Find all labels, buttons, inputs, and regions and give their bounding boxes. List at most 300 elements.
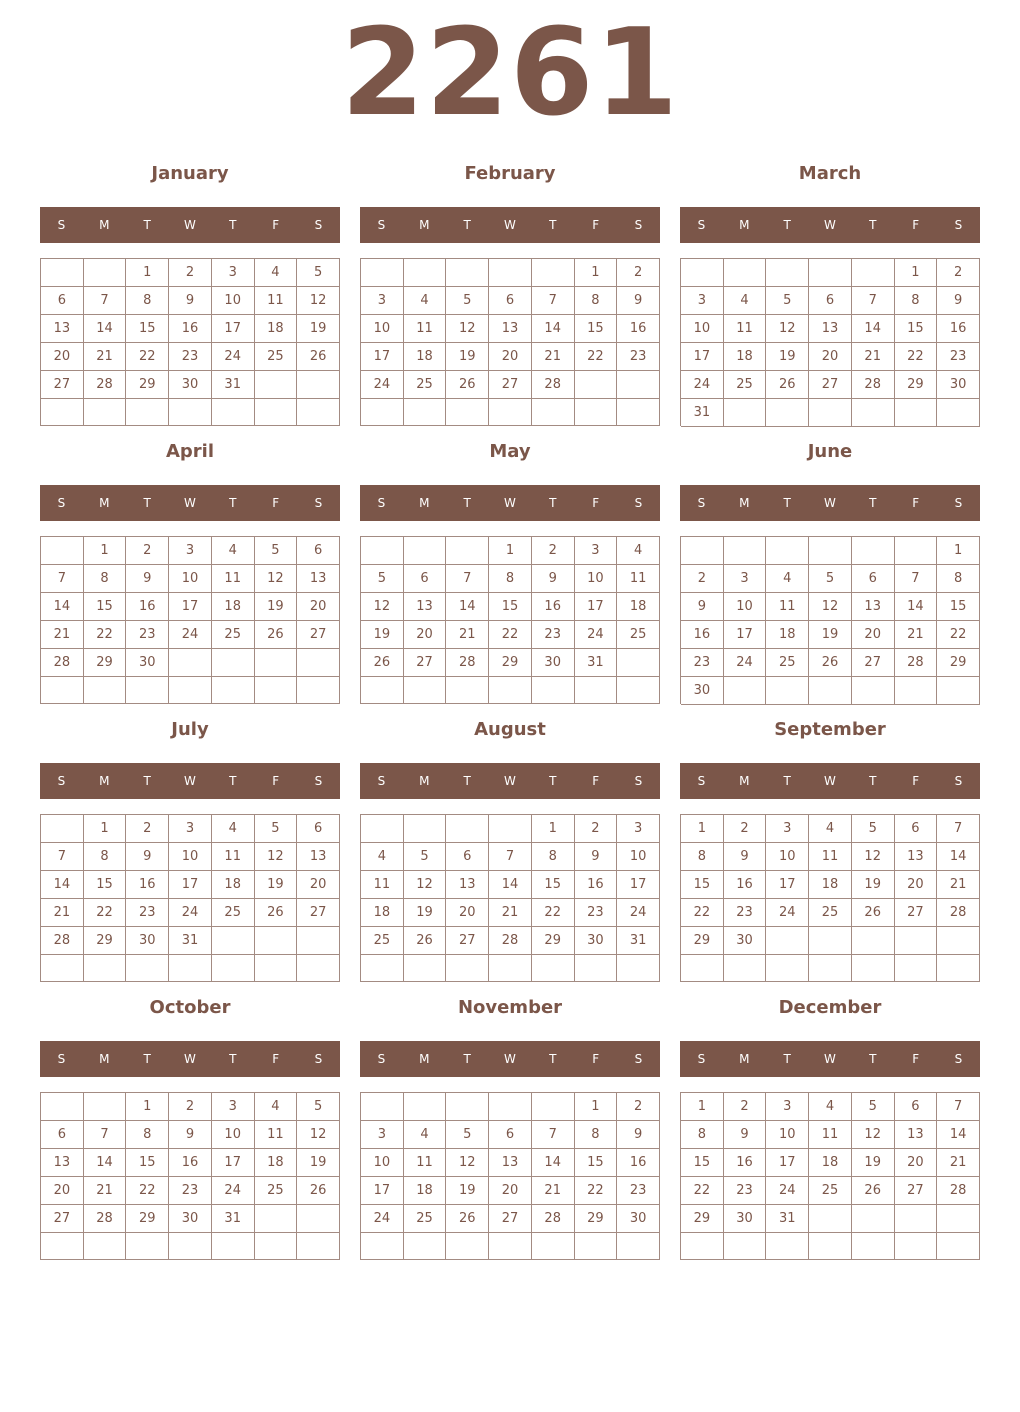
day-cell: 25 bbox=[212, 621, 255, 649]
day-cell: 6 bbox=[852, 565, 895, 593]
day-cell: 29 bbox=[84, 927, 127, 955]
day-cell: 16 bbox=[575, 871, 618, 899]
weekday-label: T bbox=[549, 218, 557, 232]
day-cell: 7 bbox=[489, 843, 532, 871]
day-cell: 31 bbox=[617, 927, 660, 955]
weekday-label: T bbox=[783, 1052, 791, 1066]
empty-day-cell bbox=[809, 1233, 852, 1260]
empty-day-cell bbox=[937, 1205, 980, 1233]
day-cell: 14 bbox=[895, 593, 938, 621]
day-cell: 14 bbox=[489, 871, 532, 899]
weekday-label: F bbox=[912, 218, 920, 232]
empty-day-cell bbox=[809, 955, 852, 982]
day-cell: 2 bbox=[126, 815, 169, 843]
empty-day-cell bbox=[212, 399, 255, 426]
empty-day-cell bbox=[852, 1205, 895, 1233]
day-cell: 3 bbox=[575, 537, 618, 565]
day-cell: 21 bbox=[532, 343, 575, 371]
empty-day-cell bbox=[84, 955, 127, 982]
day-cell: 12 bbox=[297, 287, 340, 315]
day-cell: 28 bbox=[41, 649, 84, 677]
weekday-label: F bbox=[272, 774, 280, 788]
day-cell: 3 bbox=[361, 1121, 404, 1149]
day-cell: 18 bbox=[724, 343, 767, 371]
day-cell: 26 bbox=[446, 1205, 489, 1233]
day-cell: 19 bbox=[297, 315, 340, 343]
empty-day-cell bbox=[126, 399, 169, 426]
day-grid bbox=[680, 1092, 980, 1260]
empty-day-cell bbox=[41, 399, 84, 426]
empty-day-cell bbox=[41, 955, 84, 982]
day-cell: 2 bbox=[126, 537, 169, 565]
weekday-header-bar bbox=[360, 1041, 660, 1077]
weekday-label: M bbox=[419, 496, 430, 510]
day-cell: 7 bbox=[532, 287, 575, 315]
weekday-label: M bbox=[99, 496, 110, 510]
day-cell: 21 bbox=[532, 1177, 575, 1205]
day-cell: 9 bbox=[937, 287, 980, 315]
day-cell: 7 bbox=[895, 565, 938, 593]
day-grid bbox=[40, 536, 340, 704]
day-cell: 4 bbox=[404, 1121, 447, 1149]
day-cell: 11 bbox=[404, 1149, 447, 1177]
day-cell: 25 bbox=[809, 1177, 852, 1205]
day-cell: 22 bbox=[937, 621, 980, 649]
day-cell: 6 bbox=[297, 537, 340, 565]
day-cell: 14 bbox=[532, 1149, 575, 1177]
weekday-label: T bbox=[549, 774, 557, 788]
day-cell: 17 bbox=[361, 343, 404, 371]
day-cell: 29 bbox=[681, 927, 724, 955]
day-cell: 8 bbox=[84, 843, 127, 871]
empty-day-cell bbox=[446, 815, 489, 843]
weekday-label: S bbox=[57, 774, 66, 788]
empty-day-cell bbox=[766, 955, 809, 982]
day-cell: 18 bbox=[361, 899, 404, 927]
day-cell: 10 bbox=[681, 315, 724, 343]
day-cell: 21 bbox=[895, 621, 938, 649]
day-grid bbox=[680, 536, 980, 704]
day-cell: 15 bbox=[126, 315, 169, 343]
empty-day-cell bbox=[404, 399, 447, 426]
month-name: October bbox=[149, 997, 231, 1018]
day-cell: 24 bbox=[766, 899, 809, 927]
weekday-label: T bbox=[869, 774, 877, 788]
day-cell: 21 bbox=[852, 343, 895, 371]
day-cell: 11 bbox=[212, 843, 255, 871]
day-cell: 18 bbox=[212, 593, 255, 621]
day-cell: 16 bbox=[169, 315, 212, 343]
empty-day-cell bbox=[617, 1233, 660, 1260]
empty-day-cell bbox=[84, 1093, 127, 1121]
day-cell: 29 bbox=[575, 1205, 618, 1233]
weekday-header-bar bbox=[40, 485, 340, 521]
empty-day-cell bbox=[617, 649, 660, 677]
day-cell: 20 bbox=[895, 871, 938, 899]
empty-day-cell bbox=[404, 537, 447, 565]
month-december bbox=[680, 996, 980, 1258]
day-cell: 20 bbox=[809, 343, 852, 371]
empty-day-cell bbox=[766, 259, 809, 287]
day-cell: 24 bbox=[169, 621, 212, 649]
empty-day-cell bbox=[852, 259, 895, 287]
empty-day-cell bbox=[895, 399, 938, 427]
day-cell: 26 bbox=[297, 343, 340, 371]
day-cell: 16 bbox=[617, 1149, 660, 1177]
weekday-label: S bbox=[954, 218, 963, 232]
day-cell: 15 bbox=[575, 315, 618, 343]
day-cell: 23 bbox=[681, 649, 724, 677]
day-cell: 26 bbox=[361, 649, 404, 677]
day-cell: 22 bbox=[489, 621, 532, 649]
day-cell: 14 bbox=[84, 315, 127, 343]
day-cell: 11 bbox=[361, 871, 404, 899]
empty-day-cell bbox=[617, 955, 660, 982]
day-cell: 13 bbox=[852, 593, 895, 621]
empty-day-cell bbox=[212, 677, 255, 704]
empty-day-cell bbox=[41, 537, 84, 565]
day-cell: 12 bbox=[361, 593, 404, 621]
day-cell: 11 bbox=[809, 843, 852, 871]
day-cell: 15 bbox=[126, 1149, 169, 1177]
weekday-label: T bbox=[143, 1052, 151, 1066]
weekday-header-bar bbox=[40, 1041, 340, 1077]
day-cell: 1 bbox=[532, 815, 575, 843]
empty-day-cell bbox=[617, 677, 660, 704]
day-cell: 15 bbox=[532, 871, 575, 899]
empty-day-cell bbox=[84, 259, 127, 287]
empty-day-cell bbox=[84, 399, 127, 426]
day-cell: 9 bbox=[575, 843, 618, 871]
weekday-label: F bbox=[592, 218, 600, 232]
day-cell: 11 bbox=[212, 565, 255, 593]
day-cell: 17 bbox=[617, 871, 660, 899]
weekday-label: M bbox=[99, 774, 110, 788]
empty-day-cell bbox=[809, 1205, 852, 1233]
empty-day-cell bbox=[361, 677, 404, 704]
empty-day-cell bbox=[361, 1093, 404, 1121]
day-cell: 31 bbox=[575, 649, 618, 677]
day-cell: 20 bbox=[404, 621, 447, 649]
weekday-label: M bbox=[99, 1052, 110, 1066]
day-cell: 28 bbox=[532, 371, 575, 399]
day-cell: 1 bbox=[489, 537, 532, 565]
day-cell: 19 bbox=[446, 1177, 489, 1205]
day-grid bbox=[360, 536, 660, 704]
month-name: August bbox=[474, 719, 546, 740]
day-cell: 7 bbox=[532, 1121, 575, 1149]
day-cell: 10 bbox=[212, 1121, 255, 1149]
day-cell: 30 bbox=[681, 677, 724, 705]
empty-day-cell bbox=[766, 399, 809, 427]
weekday-label: M bbox=[419, 1052, 430, 1066]
empty-day-cell bbox=[766, 1233, 809, 1260]
day-cell: 24 bbox=[212, 343, 255, 371]
weekday-label: F bbox=[272, 218, 280, 232]
day-cell: 6 bbox=[446, 843, 489, 871]
day-cell: 4 bbox=[212, 815, 255, 843]
day-cell: 10 bbox=[361, 1149, 404, 1177]
day-cell: 3 bbox=[169, 537, 212, 565]
day-cell: 24 bbox=[766, 1177, 809, 1205]
day-cell: 24 bbox=[617, 899, 660, 927]
empty-day-cell bbox=[297, 399, 340, 426]
day-cell: 2 bbox=[724, 1093, 767, 1121]
empty-day-cell bbox=[169, 1233, 212, 1260]
day-cell: 4 bbox=[404, 287, 447, 315]
day-cell: 18 bbox=[766, 621, 809, 649]
empty-day-cell bbox=[489, 1233, 532, 1260]
weekday-label: S bbox=[377, 1052, 386, 1066]
day-cell: 3 bbox=[766, 815, 809, 843]
day-cell: 16 bbox=[126, 871, 169, 899]
day-cell: 23 bbox=[724, 1177, 767, 1205]
day-cell: 29 bbox=[532, 927, 575, 955]
day-cell: 19 bbox=[255, 593, 298, 621]
day-cell: 13 bbox=[895, 843, 938, 871]
day-cell: 26 bbox=[404, 927, 447, 955]
day-cell: 12 bbox=[809, 593, 852, 621]
day-cell: 20 bbox=[489, 1177, 532, 1205]
day-cell: 23 bbox=[532, 621, 575, 649]
day-cell: 5 bbox=[766, 287, 809, 315]
day-cell: 23 bbox=[937, 343, 980, 371]
day-cell: 18 bbox=[809, 871, 852, 899]
weekday-label: S bbox=[314, 496, 323, 510]
day-cell: 8 bbox=[681, 843, 724, 871]
day-cell: 12 bbox=[255, 843, 298, 871]
day-cell: 8 bbox=[489, 565, 532, 593]
day-cell: 20 bbox=[297, 871, 340, 899]
weekday-label: W bbox=[504, 774, 516, 788]
day-cell: 2 bbox=[617, 1093, 660, 1121]
day-cell: 27 bbox=[41, 371, 84, 399]
empty-day-cell bbox=[852, 677, 895, 705]
day-cell: 6 bbox=[895, 1093, 938, 1121]
empty-day-cell bbox=[724, 1233, 767, 1260]
weekday-label: S bbox=[954, 496, 963, 510]
day-cell: 26 bbox=[255, 621, 298, 649]
day-cell: 16 bbox=[169, 1149, 212, 1177]
weekday-label: S bbox=[57, 1052, 66, 1066]
month-may bbox=[360, 440, 660, 702]
empty-day-cell bbox=[681, 259, 724, 287]
day-cell: 31 bbox=[169, 927, 212, 955]
weekday-label: S bbox=[634, 1052, 643, 1066]
day-cell: 15 bbox=[84, 871, 127, 899]
day-cell: 4 bbox=[255, 1093, 298, 1121]
month-name: January bbox=[151, 163, 229, 184]
empty-day-cell bbox=[617, 371, 660, 399]
day-cell: 5 bbox=[809, 565, 852, 593]
day-cell: 5 bbox=[446, 1121, 489, 1149]
weekday-label: S bbox=[377, 774, 386, 788]
month-name: November bbox=[457, 997, 563, 1018]
empty-day-cell bbox=[361, 1233, 404, 1260]
day-cell: 25 bbox=[361, 927, 404, 955]
day-cell: 5 bbox=[852, 1093, 895, 1121]
day-cell: 25 bbox=[809, 899, 852, 927]
empty-day-cell bbox=[489, 815, 532, 843]
weekday-label: F bbox=[912, 1052, 920, 1066]
empty-day-cell bbox=[41, 1233, 84, 1260]
day-cell: 5 bbox=[361, 565, 404, 593]
day-cell: 13 bbox=[297, 565, 340, 593]
empty-day-cell bbox=[681, 537, 724, 565]
day-cell: 23 bbox=[724, 899, 767, 927]
day-cell: 27 bbox=[446, 927, 489, 955]
empty-day-cell bbox=[255, 927, 298, 955]
day-cell: 6 bbox=[404, 565, 447, 593]
day-cell: 28 bbox=[84, 371, 127, 399]
day-cell: 19 bbox=[446, 343, 489, 371]
day-cell: 22 bbox=[575, 343, 618, 371]
weekday-label: M bbox=[739, 774, 750, 788]
day-cell: 25 bbox=[404, 371, 447, 399]
month-november bbox=[360, 996, 660, 1258]
day-cell: 15 bbox=[489, 593, 532, 621]
weekday-header-bar bbox=[360, 207, 660, 243]
day-cell: 1 bbox=[84, 815, 127, 843]
empty-day-cell bbox=[297, 927, 340, 955]
weekday-label: T bbox=[143, 774, 151, 788]
day-cell: 9 bbox=[724, 843, 767, 871]
empty-day-cell bbox=[297, 677, 340, 704]
empty-day-cell bbox=[404, 1233, 447, 1260]
weekday-label: S bbox=[314, 1052, 323, 1066]
empty-day-cell bbox=[575, 955, 618, 982]
day-cell: 9 bbox=[169, 287, 212, 315]
day-cell: 27 bbox=[297, 899, 340, 927]
day-cell: 9 bbox=[617, 1121, 660, 1149]
day-cell: 22 bbox=[126, 1177, 169, 1205]
day-cell: 6 bbox=[297, 815, 340, 843]
weekday-label: S bbox=[954, 1052, 963, 1066]
empty-day-cell bbox=[361, 955, 404, 982]
day-cell: 16 bbox=[724, 871, 767, 899]
day-cell: 28 bbox=[895, 649, 938, 677]
day-cell: 16 bbox=[937, 315, 980, 343]
day-cell: 6 bbox=[489, 1121, 532, 1149]
day-cell: 11 bbox=[404, 315, 447, 343]
day-cell: 4 bbox=[766, 565, 809, 593]
weekday-label: W bbox=[504, 218, 516, 232]
day-cell: 7 bbox=[41, 843, 84, 871]
empty-day-cell bbox=[446, 1093, 489, 1121]
empty-day-cell bbox=[404, 677, 447, 704]
weekday-header-bar bbox=[680, 207, 980, 243]
empty-day-cell bbox=[404, 815, 447, 843]
day-cell: 29 bbox=[489, 649, 532, 677]
day-cell: 17 bbox=[724, 621, 767, 649]
day-cell: 7 bbox=[852, 287, 895, 315]
day-cell: 17 bbox=[681, 343, 724, 371]
empty-day-cell bbox=[575, 677, 618, 704]
empty-day-cell bbox=[532, 399, 575, 426]
day-cell: 30 bbox=[532, 649, 575, 677]
day-cell: 12 bbox=[766, 315, 809, 343]
month-name: May bbox=[489, 441, 531, 462]
empty-day-cell bbox=[255, 677, 298, 704]
day-cell: 13 bbox=[297, 843, 340, 871]
day-cell: 2 bbox=[575, 815, 618, 843]
day-cell: 29 bbox=[126, 371, 169, 399]
empty-day-cell bbox=[575, 371, 618, 399]
day-cell: 17 bbox=[169, 593, 212, 621]
day-cell: 25 bbox=[724, 371, 767, 399]
empty-day-cell bbox=[446, 537, 489, 565]
weekday-label: M bbox=[739, 496, 750, 510]
weekday-label: S bbox=[377, 496, 386, 510]
day-cell: 19 bbox=[809, 621, 852, 649]
day-cell: 2 bbox=[169, 259, 212, 287]
weekday-label: F bbox=[592, 496, 600, 510]
day-cell: 28 bbox=[937, 899, 980, 927]
empty-day-cell bbox=[809, 677, 852, 705]
day-cell: 20 bbox=[41, 343, 84, 371]
day-cell: 19 bbox=[361, 621, 404, 649]
day-cell: 31 bbox=[212, 1205, 255, 1233]
day-cell: 23 bbox=[126, 899, 169, 927]
empty-day-cell bbox=[681, 1233, 724, 1260]
day-cell: 8 bbox=[532, 843, 575, 871]
empty-day-cell bbox=[255, 955, 298, 982]
month-name: December bbox=[778, 997, 882, 1018]
empty-day-cell bbox=[575, 399, 618, 426]
empty-day-cell bbox=[446, 399, 489, 426]
empty-day-cell bbox=[489, 1093, 532, 1121]
day-cell: 30 bbox=[937, 371, 980, 399]
day-cell: 18 bbox=[255, 1149, 298, 1177]
day-cell: 20 bbox=[852, 621, 895, 649]
day-cell: 16 bbox=[126, 593, 169, 621]
day-cell: 18 bbox=[404, 1177, 447, 1205]
day-cell: 7 bbox=[84, 287, 127, 315]
day-cell: 4 bbox=[617, 537, 660, 565]
empty-day-cell bbox=[937, 1233, 980, 1260]
weekday-label: T bbox=[783, 496, 791, 510]
empty-day-cell bbox=[255, 399, 298, 426]
empty-day-cell bbox=[361, 259, 404, 287]
day-cell: 8 bbox=[575, 1121, 618, 1149]
day-cell: 27 bbox=[489, 1205, 532, 1233]
day-cell: 3 bbox=[169, 815, 212, 843]
day-cell: 17 bbox=[212, 315, 255, 343]
empty-day-cell bbox=[212, 649, 255, 677]
day-cell: 17 bbox=[575, 593, 618, 621]
day-cell: 11 bbox=[255, 287, 298, 315]
weekday-label: T bbox=[463, 1052, 471, 1066]
day-cell: 6 bbox=[809, 287, 852, 315]
day-cell: 6 bbox=[489, 287, 532, 315]
day-cell: 15 bbox=[84, 593, 127, 621]
weekday-label: T bbox=[229, 218, 237, 232]
day-cell: 22 bbox=[84, 621, 127, 649]
day-cell: 28 bbox=[489, 927, 532, 955]
empty-day-cell bbox=[41, 1093, 84, 1121]
day-cell: 15 bbox=[681, 871, 724, 899]
empty-day-cell bbox=[212, 1233, 255, 1260]
weekday-header-bar bbox=[680, 1041, 980, 1077]
month-name: June bbox=[807, 441, 853, 462]
day-cell: 26 bbox=[852, 1177, 895, 1205]
day-cell: 3 bbox=[766, 1093, 809, 1121]
weekday-label: S bbox=[697, 774, 706, 788]
day-cell: 4 bbox=[809, 815, 852, 843]
day-cell: 11 bbox=[809, 1121, 852, 1149]
empty-day-cell bbox=[766, 927, 809, 955]
day-cell: 24 bbox=[361, 1205, 404, 1233]
